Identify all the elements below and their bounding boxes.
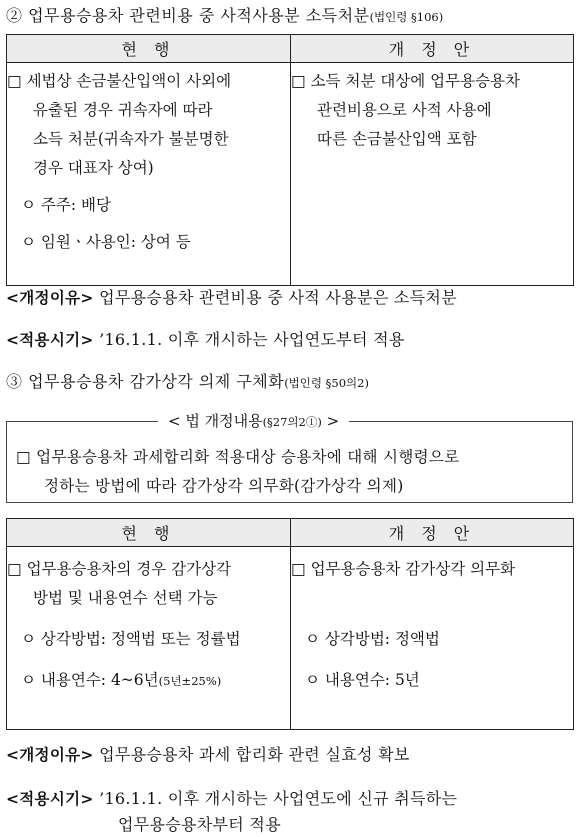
reason-text: 업무용승용차 과세 합리화 관련 실효성 확보 [99, 745, 410, 764]
section2-effective-continued: 업무용승용차부터 적용 [118, 815, 281, 834]
proposed-cell [291, 63, 574, 286]
section1-comparison-table [6, 34, 574, 286]
effective-text: ’16.1.1. 이후 개시하는 사업연도부터 적용 [99, 330, 405, 349]
effective-label: <적용시기> [6, 790, 94, 808]
current-line: □ 업무용승용차의 경우 감가상각 [7, 560, 232, 578]
law-box-line: 정하는 방법에 따라 감가상각 의무화(감가상각 의제) [44, 477, 404, 495]
law-box-line: □ 업무용승용차 과세합리화 적용대상 승용차에 대해 시행령으로 [16, 448, 460, 466]
section1-effective [6, 327, 405, 350]
current-line: □ 세법상 손금불산입액이 사외에 [7, 72, 232, 90]
proposed-line: 따른 손금불산입액 포함 [317, 130, 477, 148]
proposed-line: 관련비용으로 사적 사용에 [317, 101, 492, 119]
col-current-header: 현 행 [7, 35, 291, 63]
section1-heading: ② 업무용승용차 관련비용 중 사적사용분 소득처분(법인령 §106) [6, 6, 444, 25]
reason-label: <개정이유> [6, 746, 94, 764]
section2-comparison-table [6, 518, 574, 730]
current-line: 경우 대표자 상여) [33, 159, 154, 177]
col-proposed-header: 개 정 안 [291, 35, 574, 63]
current-bullet: ㅇ 내용연수: 4~6년(5년±25%) [21, 671, 222, 689]
law-box-title: < 법 개정내용(§27의2①) > [158, 410, 349, 431]
proposed-cell [291, 547, 574, 730]
current-cell [7, 63, 291, 286]
col-proposed-header: 개 정 안 [291, 519, 574, 547]
section2-effective [6, 786, 457, 809]
proposed-line: □ 업무용승용차 감가상각 의무화 [291, 560, 516, 578]
section1-reason [6, 285, 457, 308]
current-bullet: ㅇ 주주: 배당 [21, 196, 111, 214]
reason-text: 업무용승용차 관련비용 중 사적 사용분은 소득처분 [99, 288, 457, 307]
proposed-bullet: ㅇ 상각방법: 정액법 [305, 630, 440, 648]
current-line: 유출된 경우 귀속자에 따라 [33, 101, 213, 119]
proposed-bullet: ㅇ 내용연수: 5년 [305, 671, 420, 689]
effective-label: <적용시기> [6, 331, 94, 349]
reason-label: <개정이유> [6, 289, 94, 307]
proposed-line: □ 소득 처분 대상에 업무용승용차 [291, 72, 521, 90]
current-line: 방법 및 내용연수 선택 가능 [33, 589, 218, 607]
effective-text: ’16.1.1. 이후 개시하는 사업연도에 신규 취득하는 [99, 789, 458, 808]
section2-reason [6, 742, 410, 765]
current-bullet: ㅇ 상각방법: 정액법 또는 정률법 [21, 630, 241, 648]
current-line: 소득 처분(귀속자가 불분명한 [33, 130, 229, 148]
current-cell [7, 547, 291, 730]
current-bullet: ㅇ 임원ㆍ사용인: 상여 등 [21, 233, 191, 251]
col-current-header: 현 행 [7, 519, 291, 547]
section2-heading: ③ 업무용승용차 감가상각 의제 구체화(법인령 §50의2) [6, 372, 369, 391]
